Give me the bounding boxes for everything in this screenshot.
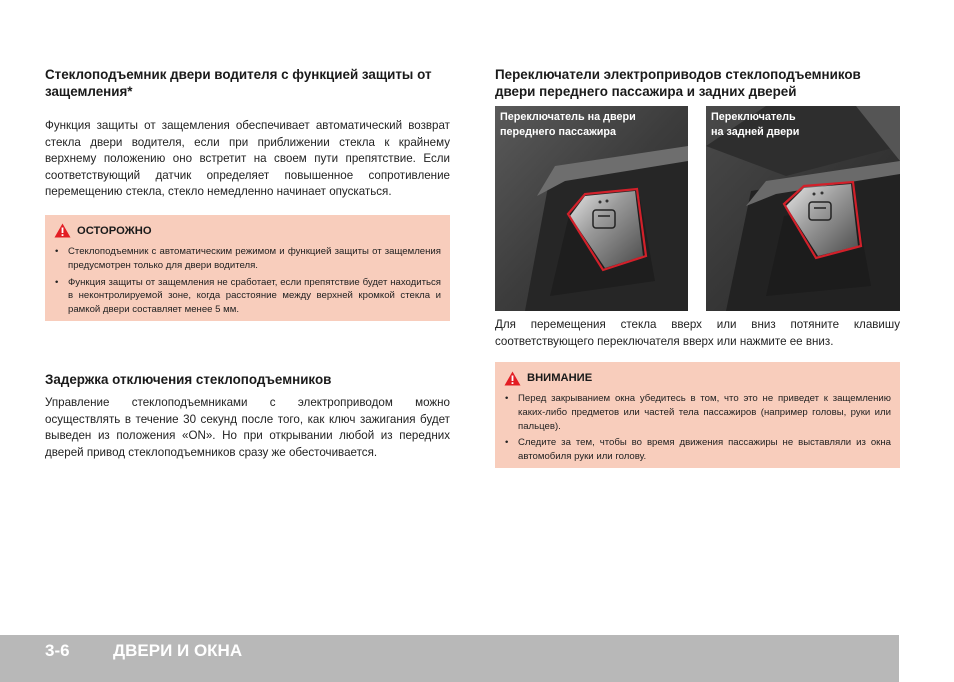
paragraph-delay: Управление стеклоподъемниками с электроприводом можно осуществлять в течение 30 секунд после того, как ключ зажигания будет выведен из положения «ON». Но при открывании любой из передних дверей привод стеклоподъемников сразу же обесточивается. bbox=[45, 395, 450, 459]
warning-triangle-icon bbox=[504, 371, 521, 386]
warning-label: ОСТОРОЖНО bbox=[77, 224, 152, 237]
attention-list bbox=[504, 392, 891, 464]
section-title-anti-pinch: Стеклоподъемник двери водителя с функцией защиты от защемления* bbox=[45, 67, 432, 99]
photo-caption: Переключатель на двери переднего пассажира bbox=[500, 111, 636, 138]
list-item: • Следите за тем, чтобы во время движения пассажиры не выставляли из окна автомобиля руки или голову. bbox=[504, 436, 891, 464]
section-title-delay: Задержка отключения стеклоподъемников bbox=[45, 371, 332, 387]
attention-box bbox=[495, 362, 900, 468]
right-column bbox=[495, 66, 900, 476]
page-number: 3-6 bbox=[45, 641, 70, 660]
photo-front-passenger-switch bbox=[495, 106, 688, 311]
warning-box bbox=[45, 215, 450, 321]
warning-list bbox=[54, 245, 441, 317]
paragraph-anti-pinch: Функция защиты от защемления обеспечивает автоматический возврат стекла двери водителя, если при приближении стекла к крайнему верхнему положению оно встретит на своем пути препятствие. Если соответствующий датчик определяет повышенное сопротивление перемещению стекла, стекло немедленно начинает опускаться. bbox=[45, 119, 450, 199]
page-footer bbox=[0, 635, 899, 682]
list-item: • Функция защиты от защемления не сработает, если препятствие будет находиться в неконтролируемой зоне, когда расстояние между верхней кромкой стекла и рамкой двери составляет менее 5 мм. bbox=[54, 276, 441, 317]
warning-triangle-icon bbox=[54, 223, 71, 238]
left-column bbox=[45, 66, 450, 461]
paragraph-switch-usage: Для перемещения стекла вверх или вниз потяните клавишу соответствующего переключателя вверх или нажмите ее вниз. bbox=[495, 318, 900, 348]
list-item: • Перед закрыванием окна убедитесь в том, что это не приведет к защемлению каких-либо предметов или частей тела пассажиров (например головы, руки или пальцев). bbox=[504, 392, 891, 433]
photo-caption: Переключатель на задней двери bbox=[711, 111, 800, 138]
list-item: • Стеклоподъемник с автоматическим режимом и функцией защиты от защемления предусмотрен только для двери водителя. bbox=[54, 245, 441, 273]
chapter-title: ДВЕРИ И ОКНА bbox=[113, 641, 243, 660]
photo-rear-door-switch bbox=[706, 106, 900, 311]
section-title-switches: Переключатели электроприводов стеклоподъемников двери переднего пассажира и задних дверей bbox=[495, 67, 861, 99]
attention-label: ВНИМАНИЕ bbox=[527, 372, 593, 384]
